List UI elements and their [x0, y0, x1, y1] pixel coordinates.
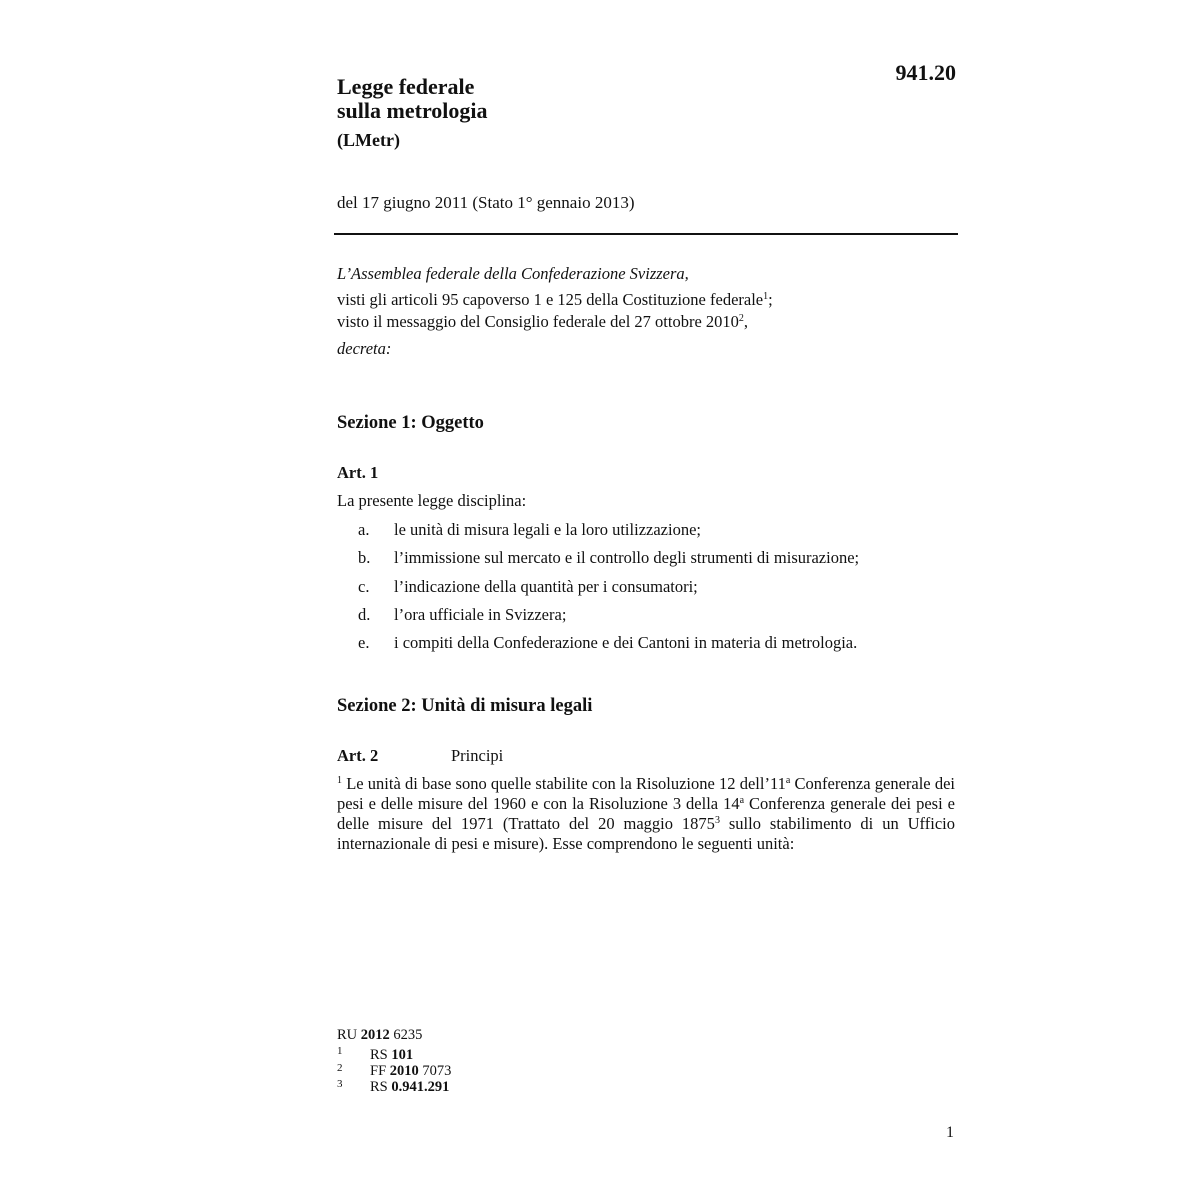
list-item-text: i compiti della Confederazione e dei Cantoni in materia di metrologia.	[394, 633, 858, 652]
footnote-suffix: 7073	[422, 1063, 452, 1079]
article-2-heading: Principi	[451, 746, 504, 765]
ordinal-superscript: a	[739, 795, 745, 806]
list-item-letter: d.	[358, 605, 371, 624]
footnote-ref-3[interactable]: 3	[714, 815, 720, 826]
list-item-text: l’ora ufficiale in Svizzera;	[394, 605, 567, 624]
article-1-label: Art. 1	[337, 463, 379, 482]
preamble-line-3	[337, 312, 748, 332]
footnote-ref-bold: 2010	[389, 1063, 419, 1079]
preamble-line-2-text: visti gli articoli 95 capoverso 1 e 125 della Costituzione federale	[337, 290, 764, 309]
paragraph-text: sullo stabilimento di un Ufficio internazionale di pesi e misure). Esse comprendono le seguenti unità:	[337, 814, 955, 853]
footnote-ref-bold: 0.941.291	[391, 1079, 450, 1095]
list-item-text: le unità di misura legali e la loro utilizzazione;	[394, 520, 701, 539]
footnote-1	[370, 1047, 413, 1064]
list-item-letter: e.	[358, 633, 370, 652]
paragraph-number: 1	[337, 775, 342, 786]
title-line-1: Legge federale	[337, 74, 475, 99]
preamble-line-3-end: ,	[743, 312, 749, 331]
preamble-decreta: decreta:	[337, 339, 392, 358]
title-abbreviation: (LMetr)	[337, 130, 400, 150]
preamble-line-3-text: visto il messaggio del Consiglio federale del 27 ottobre 2010	[337, 312, 739, 331]
footnote-number: 2	[337, 1062, 343, 1074]
document-number: 941.20	[895, 60, 956, 85]
section-1-title: Sezione 1: Oggetto	[337, 413, 484, 433]
footnote-3	[370, 1079, 449, 1096]
footnote-number: 3	[337, 1078, 343, 1090]
footnote-prefix: FF	[370, 1063, 387, 1079]
article-2-paragraph-1	[337, 774, 955, 854]
list-item-text: l’indicazione della quantità per i consumatori;	[394, 577, 698, 596]
footnote-ref-2[interactable]: 2	[738, 313, 744, 324]
header-divider	[334, 233, 958, 235]
paragraph-text: Conferenza generale dei pesi e delle misure del 1971 (Trattato del 20 maggio 1875	[337, 794, 955, 833]
footnote-ru-prefix: RU	[337, 1027, 358, 1043]
article-2-label: Art. 2	[337, 746, 379, 765]
footnote-number: 1	[337, 1045, 343, 1057]
title-line-2: sulla metrologia	[337, 98, 488, 123]
footnote-2	[370, 1063, 451, 1080]
paragraph-text: Le unità di base sono quelle stabilite con la Risoluzione 12 dell’11	[342, 774, 786, 793]
ordinal-superscript: a	[785, 775, 791, 786]
footnote-prefix: RS	[370, 1079, 388, 1095]
footnote-ru-year: 2012	[360, 1027, 390, 1043]
preamble-line-2-end: ;	[768, 290, 773, 309]
list-item-letter: a.	[358, 520, 370, 539]
date-status-line: del 17 giugno 2011 (Stato 1° gennaio 2013)	[337, 193, 635, 212]
footnote-ru	[337, 1027, 422, 1044]
section-2-title: Sezione 2: Unità di misura legali	[337, 696, 593, 716]
article-1-intro: La presente legge disciplina:	[337, 491, 527, 510]
list-item-text: l’immissione sul mercato e il controllo degli strumenti di misurazione;	[394, 548, 860, 567]
paragraph-text: Conferenza generale dei pesi e delle misure del 1960 e con la Risoluzione 3 della 14	[337, 774, 955, 813]
footnote-prefix: RS	[370, 1047, 388, 1063]
page-number: 1	[946, 1124, 954, 1141]
footnote-ref-bold: 101	[391, 1047, 414, 1063]
list-item-letter: b.	[358, 548, 371, 567]
footnote-ru-page: 6235	[393, 1027, 423, 1043]
list-item-letter: c.	[358, 577, 370, 596]
footnote-ref-1[interactable]: 1	[763, 291, 769, 302]
preamble-line-2	[337, 290, 773, 310]
preamble-line-1: L’Assemblea federale della Confederazione Svizzera,	[337, 264, 689, 283]
